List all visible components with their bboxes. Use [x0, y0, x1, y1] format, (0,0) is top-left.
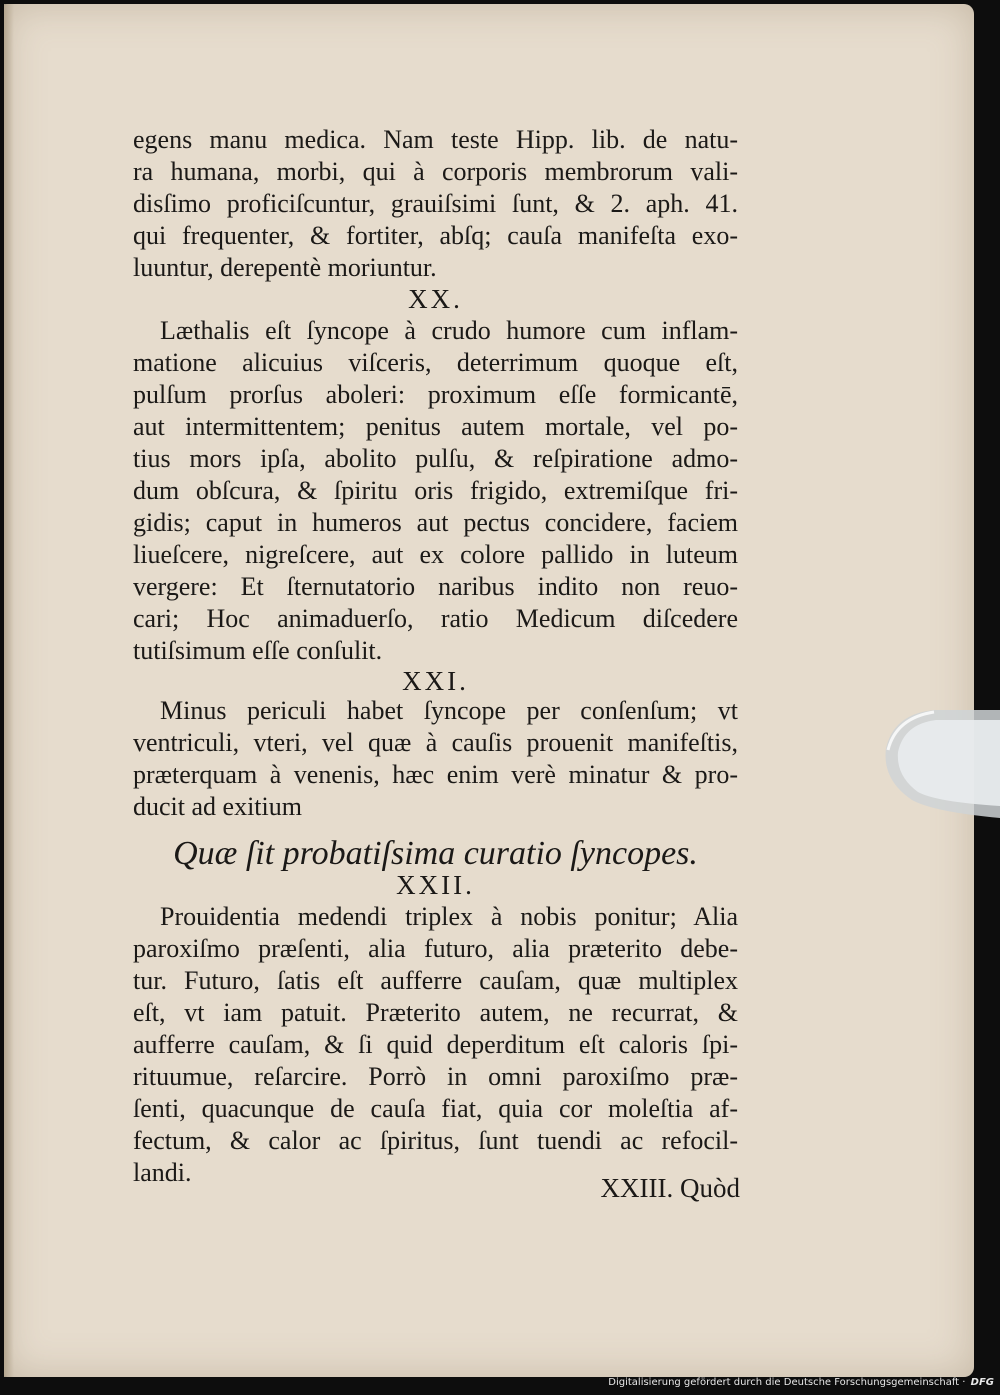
text-line: Læthalis eſt ſyncope à crudo humore cum inflam- — [160, 316, 738, 345]
text-line: rituumue, reſarcire. Porrò in omni paroxiſmo præ- — [133, 1062, 738, 1091]
text-line: cari; Hoc animaduerſo, ratio Medicum diſcedere — [133, 604, 738, 633]
section-numeral: XXI. — [402, 666, 469, 696]
footer-text: Digitalisierung gefördert durch die Deutsche Forschungsgemeinschaft · — [608, 1377, 966, 1388]
text-line: disſimo proficiſcuntur, grauiſsimi ſunt, & 2. aph. 41. — [133, 189, 738, 218]
text-line: tius mors ipſa, abolito pulſu, & reſpiratione admo- — [133, 444, 738, 473]
text-line: Minus periculi habet ſyncope per conſenſum; vt — [160, 696, 738, 725]
text-line: matione alicuius viſceris, deterrimum quoque eſt, — [133, 348, 738, 377]
text-line: ra humana, morbi, qui à corporis membrorum vali- — [133, 157, 738, 186]
text-line: landi. — [133, 1158, 192, 1187]
text-line: liueſcere, nigreſcere, aut ex colore pallido in luteum — [133, 540, 738, 569]
text-line: vergere: Et ſternutatorio naribus indito non reuo- — [133, 572, 738, 601]
text-line: eſt, vt iam patuit. Præterito autem, ne recurrat, & — [133, 998, 738, 1027]
text-line: gidis; caput in humeros aut pectus concidere, faciem — [133, 508, 738, 537]
text-line: ducit ad exitium — [133, 792, 302, 821]
text-line: qui frequenter, & fortiter, abſq; cauſa manifeſta exo- — [133, 221, 738, 250]
text-line: tur. Futuro, ſatis eſt aufferre cauſam, quæ multiplex — [133, 966, 738, 995]
text-line: pulſum prorſus aboleri: proximum eſſe formicantē, — [133, 380, 738, 409]
text-line: aut intermittentem; penitus autem mortale, vel po- — [133, 412, 738, 441]
text-line: ſenti, quacunque de cauſa fiat, quia cor moleſtia af- — [133, 1094, 738, 1123]
page-clip-icon — [874, 700, 1000, 830]
catchword: XXIII. Quòd — [600, 1173, 740, 1203]
dfg-logo: DFG — [970, 1377, 994, 1388]
text-line: fectum, & calor ac ſpiritus, ſunt tuendi ac refocil- — [133, 1126, 738, 1155]
text-line: luuntur, derepentè moriuntur. — [133, 253, 437, 282]
section-numeral: XXII. — [396, 870, 475, 900]
text-line: aufferre cauſam, & ſi quid deperditum eſt caloris ſpi- — [133, 1030, 738, 1059]
text-line: Prouidentia medendi triplex à nobis ponitur; Alia — [160, 902, 738, 931]
text-line: tutiſsimum eſſe conſulit. — [133, 636, 383, 665]
text-line: dum obſcura, & ſpiritu oris frigido, extremiſque fri- — [133, 476, 738, 505]
text-line: præterquam à venenis, hæc enim verè minatur & pro- — [133, 760, 738, 789]
text-line: paroxiſmo præſenti, alia futuro, alia præterito debe- — [133, 934, 738, 963]
digitization-footer — [608, 1375, 994, 1391]
section-heading: Quæ ſit probatiſsima curatio ſyncopes. — [173, 835, 698, 872]
text-line: ventriculi, vteri, vel quæ à cauſis prouenit manifeſtis, — [133, 728, 738, 757]
text-line: egens manu medica. Nam teste Hipp. lib. de natu- — [133, 125, 738, 154]
section-numeral: XX. — [408, 284, 463, 314]
